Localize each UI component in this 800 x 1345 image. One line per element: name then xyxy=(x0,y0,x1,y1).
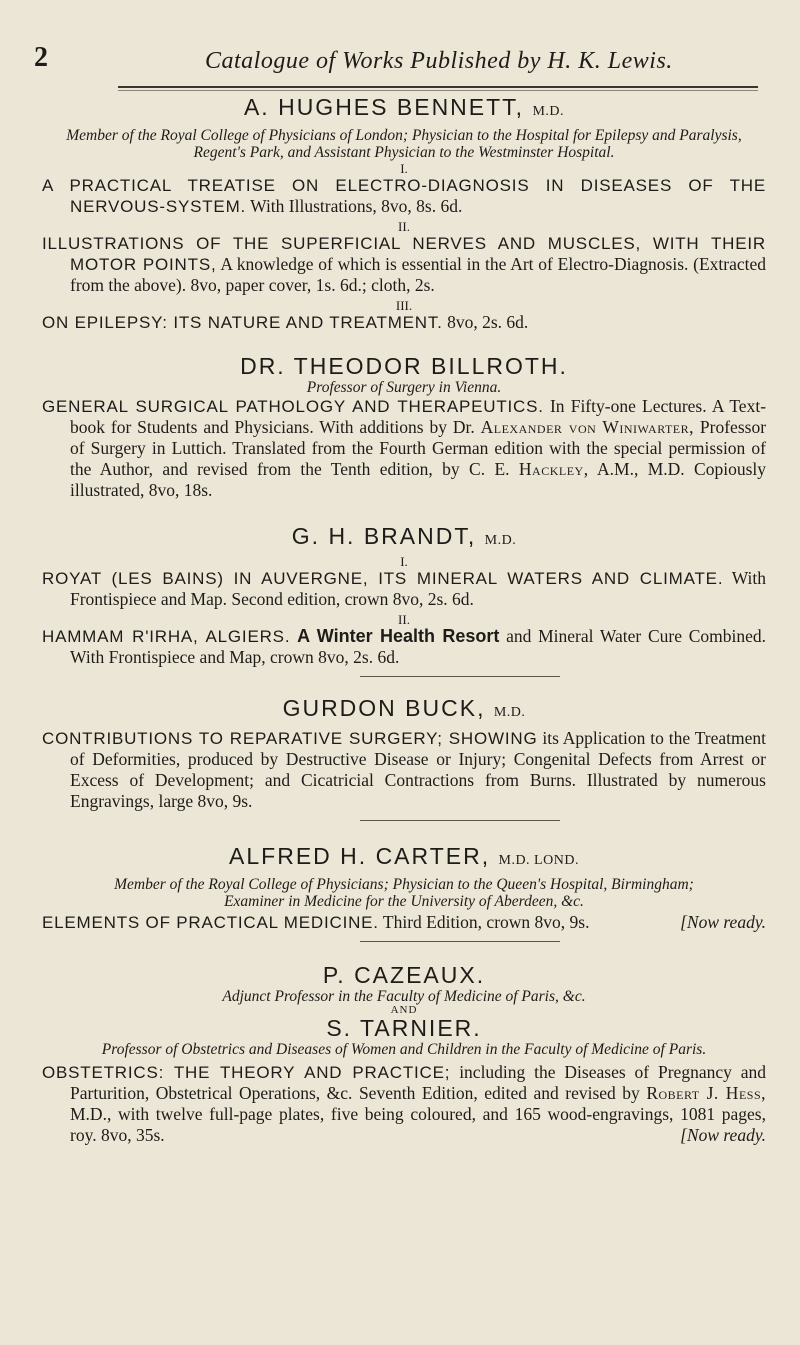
author-degree: M.D. LOND. xyxy=(498,853,579,868)
header-rule xyxy=(118,86,758,88)
book-entry xyxy=(42,233,766,296)
book-details: A knowledge of which is essential in the Art of Electro-Diagnosis. (Extracted from the above). 8vo, paper cover, 1s. 6d.; cloth, 2s. xyxy=(70,254,767,295)
author-name-text: A. HUGHES BENNETT, xyxy=(243,94,525,120)
and-connector: AND xyxy=(390,1004,418,1016)
section-divider xyxy=(360,820,560,821)
author-name: S. TARNIER. xyxy=(326,1015,482,1041)
book-entry xyxy=(42,1062,766,1146)
entry-brandt xyxy=(42,523,766,677)
author-credentials: Member of the Royal College of Physicians; Physician to the Queen's Hospital, Birmingham; xyxy=(114,876,694,893)
author-name xyxy=(42,843,766,874)
ready-note: [Now ready. xyxy=(680,912,766,932)
book-details: M.D., with twelve full-page plates, five being coloured, and 165 wood-engravings, 1081 pages, roy. 8vo, 35s. xyxy=(70,1104,766,1145)
book-subtitle: A Winter Health Resort xyxy=(297,626,500,646)
author-name xyxy=(42,94,766,125)
book-details: Third Edition, crown 8vo, 9s. xyxy=(382,912,590,932)
entry-bennett xyxy=(42,94,766,333)
author-credentials: Adjunct Professor in the Faculty of Medicine of Paris, &c. xyxy=(222,988,586,1005)
book-number: I. xyxy=(400,554,408,569)
person-name: Hackley, xyxy=(518,459,589,479)
book-entry xyxy=(42,728,766,812)
book-details: A.M., M.D. Copiously illustrated, 8vo, 18s. xyxy=(70,459,766,500)
author-credentials: Professor of Surgery in Vienna. xyxy=(306,379,502,396)
page-number: 2 xyxy=(34,42,48,73)
author-degree: M.D. xyxy=(484,533,517,548)
author-name-text: G. H. BRANDT, xyxy=(291,523,477,549)
book-number: III. xyxy=(395,298,413,313)
section-divider xyxy=(360,941,560,942)
author-degree: M.D. xyxy=(532,104,565,119)
header-rule-thin xyxy=(118,90,758,91)
author-name-text: GURDON BUCK, xyxy=(282,695,486,721)
book-entry xyxy=(42,568,766,610)
book-entry xyxy=(42,175,766,217)
book-entry xyxy=(42,312,766,333)
author-credentials: Professor of Obstetrics and Diseases of Women and Children in the Faculty of Medicine of Paris. xyxy=(101,1041,707,1058)
book-details: and Mineral Water Cure Combined. With Frontispiece and Map, crown 8vo, 2s. 6d. xyxy=(70,626,767,667)
entry-buck xyxy=(42,695,766,821)
catalogue-content xyxy=(42,92,766,1146)
author-name xyxy=(42,523,766,554)
entry-carter xyxy=(42,843,766,942)
person-name: Alexander von Winiwarter, xyxy=(480,417,695,437)
book-number: II. xyxy=(398,219,410,234)
author-name: P. CAZEAUX. xyxy=(322,962,486,988)
book-title: ELEMENTS OF PRACTICAL MEDICINE. xyxy=(42,913,379,932)
page-header xyxy=(0,0,800,90)
book-title: ROYAT (LES BAINS) IN AUVERGNE, ITS MINERAL WATERS AND CLIMATE. xyxy=(42,569,724,588)
book-details: With Frontispiece and Map. Second edition, crown 8vo, 2s. 6d. xyxy=(70,568,766,609)
entry-cazeaux xyxy=(42,962,766,1146)
person-name: Robert J. Hess, xyxy=(646,1083,767,1103)
author-name: DR. THEODOR BILLROTH. xyxy=(240,353,568,379)
book-details: its Application to the Treatment of Deformities, produced by Destructive Disease or Injury; Congenital Defects from Arrest or Excess of Development; and Cicatricial Contractions from Burns. Illustrated by numerous Engravings, large 8vo, 9s. xyxy=(70,728,766,811)
author-name xyxy=(42,695,766,726)
entry-billroth xyxy=(42,353,766,501)
author-credentials: Examiner in Medicine for the University of Aberdeen, &c. xyxy=(224,893,584,910)
book-details: In Fifty-one Lectures. A Text-book for Students and Physicians. With additions by Dr. xyxy=(70,396,767,437)
book-title: GENERAL SURGICAL PATHOLOGY AND THERAPEUTICS. xyxy=(42,397,544,416)
book-title: HAMMAM R'IRHA, ALGIERS. xyxy=(42,627,291,646)
book-title: OBSTETRICS: THE THEORY AND PRACTICE; xyxy=(42,1063,451,1082)
book-entry xyxy=(42,912,766,933)
book-title: A PRACTICAL TREATISE ON ELECTRO-DIAGNOSIS IN DISEASES OF THE NERVOUS-SYSTEM. xyxy=(42,176,766,216)
book-details: With Illustrations, 8vo, 8s. 6d. xyxy=(250,196,463,216)
book-details: including the Diseases of Pregnancy and Parturition, Obstetrical Operations, &c. Seventh Edition, edited and revised by xyxy=(70,1062,766,1103)
author-name-text: ALFRED H. CARTER, xyxy=(229,843,491,869)
book-number: II. xyxy=(398,612,410,627)
book-title: ILLUSTRATIONS OF THE SUPERFICIAL NERVES AND MUSCLES, WITH THEIR MOTOR POINTS, xyxy=(42,234,766,274)
book-entry xyxy=(42,626,766,668)
author-credentials: Member of the Royal College of Physicians of London; Physician to the Hospital for Epilepsy and Paralysis, Regent's Park, and Assistant Physician to the Westminster Hospital. xyxy=(66,127,742,161)
book-entry xyxy=(42,396,766,501)
book-title: CONTRIBUTIONS TO REPARATIVE SURGERY; SHOWING xyxy=(42,729,538,748)
running-title: Catalogue of Works Published by H. K. Lewis. xyxy=(205,48,673,74)
book-title: ON EPILEPSY: ITS NATURE AND TREATMENT. xyxy=(42,313,443,332)
ready-note: [Now ready. xyxy=(680,1125,766,1145)
section-divider xyxy=(360,676,560,677)
book-details: Professor of Surgery in Luttich. Translated from the Fourth German edition with the special permission of the Author, and revised from the Tenth edition, by C. E. xyxy=(70,417,767,479)
book-details: 8vo, 2s. 6d. xyxy=(447,312,529,332)
author-degree: M.D. xyxy=(493,705,526,720)
book-number: I. xyxy=(400,161,408,176)
